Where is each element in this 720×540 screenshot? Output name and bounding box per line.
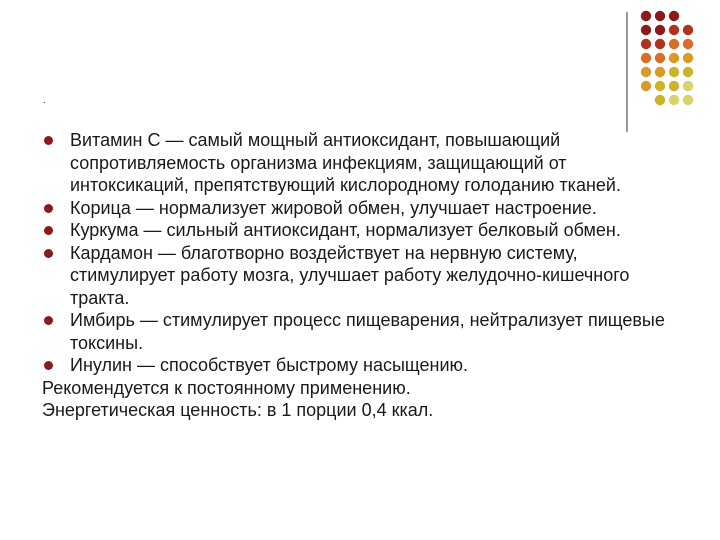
decorative-dot bbox=[655, 11, 665, 21]
bullet-dot-icon bbox=[44, 249, 53, 258]
bullet-text: Витамин С — самый мощный антиоксидант, повышающий сопротивляемость организма инфекциям, защищающий от интоксикаций, препятствующий кислородному голоданию тканей. bbox=[70, 130, 621, 195]
bullet-dot-icon bbox=[44, 136, 53, 145]
decorative-dot bbox=[641, 39, 651, 49]
decorative-dot bbox=[655, 95, 665, 105]
bullet-item-turmeric bbox=[42, 219, 682, 242]
decorative-dot bbox=[641, 81, 651, 91]
decorative-dot bbox=[683, 39, 693, 49]
decorative-dot bbox=[641, 11, 651, 21]
decorative-dot bbox=[683, 25, 693, 35]
decorative-dot bbox=[683, 81, 693, 91]
slide-marker: . bbox=[43, 95, 46, 106]
bullet-dot-icon bbox=[44, 204, 53, 213]
decorative-dot bbox=[683, 53, 693, 63]
decorative-dot bbox=[669, 25, 679, 35]
bullet-text: Имбирь — стимулирует процесс пищеварения, нейтрализует пищевые токсины. bbox=[70, 310, 665, 353]
usage-recommendation: Рекомендуется к постоянному применению. bbox=[42, 377, 411, 398]
decorative-dot bbox=[669, 11, 679, 21]
decorative-dot bbox=[655, 81, 665, 91]
bullet-item-cardamom bbox=[42, 242, 682, 310]
bullet-dot-icon bbox=[44, 316, 53, 325]
decorative-dot bbox=[655, 53, 665, 63]
bullet-text: Кардамон — благотворно воздействует на нервную систему, стимулирует работу мозга, улучшает работу желудочно-кишечного тракта. bbox=[70, 242, 630, 308]
decorative-dot bbox=[669, 53, 679, 63]
decorative-dot bbox=[669, 81, 679, 91]
decorative-dot bbox=[641, 25, 651, 35]
bullet-dot-icon bbox=[44, 226, 53, 235]
bullet-text: Корица — нормализует жировой обмен, улучшает настроение. bbox=[70, 197, 597, 218]
bullet-item-vitamin-c bbox=[42, 129, 682, 197]
bullet-list bbox=[42, 129, 682, 377]
decorative-dot bbox=[655, 39, 665, 49]
bullet-text: Куркума — сильный антиоксидант, нормализует белковый обмен. bbox=[70, 220, 621, 240]
decorative-dot bbox=[683, 95, 693, 105]
bullet-item-ginger bbox=[42, 309, 682, 354]
decorative-dot bbox=[669, 67, 679, 77]
bullet-item-inulin bbox=[42, 354, 682, 377]
slide-body bbox=[42, 129, 682, 422]
bullet-text: Инулин — способствует быстрому насыщению. bbox=[70, 355, 469, 375]
bullet-dot-icon bbox=[44, 361, 53, 370]
decorative-dot-grid bbox=[641, 11, 693, 105]
energy-value: Энергетическая ценность: в 1 порции 0,4 ккал. bbox=[42, 400, 434, 420]
decorative-dot bbox=[669, 39, 679, 49]
decorative-dot bbox=[641, 53, 651, 63]
decorative-dot bbox=[641, 67, 651, 77]
decorative-dot bbox=[683, 67, 693, 77]
decorative-dot bbox=[669, 95, 679, 105]
bullet-item-cinnamon bbox=[42, 197, 682, 220]
decorative-dot bbox=[655, 67, 665, 77]
decorative-dot bbox=[655, 25, 665, 35]
